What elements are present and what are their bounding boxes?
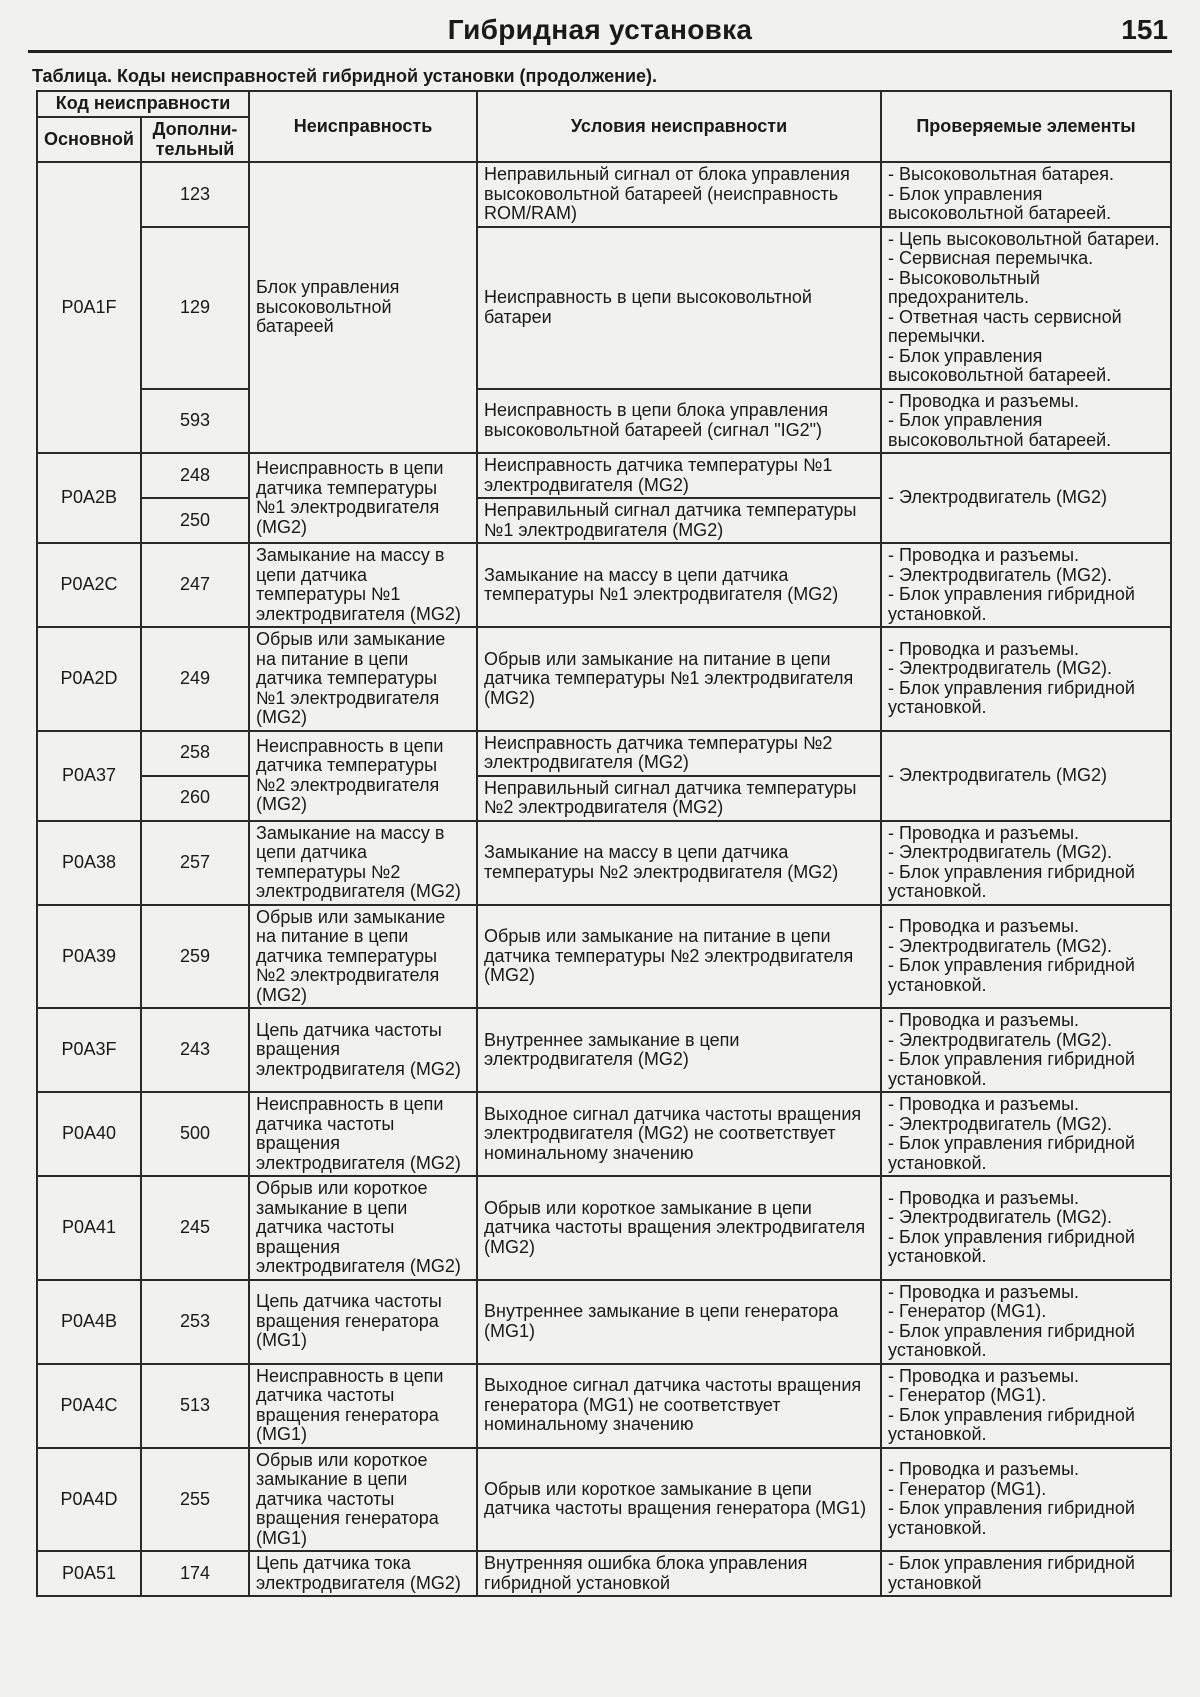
main-code-cell: P0A51 — [37, 1551, 141, 1596]
check-item: - Электродвигатель (MG2). — [888, 1113, 1113, 1134]
extra-code-cell: 593 — [141, 389, 249, 454]
checks-cell — [881, 227, 1171, 389]
checks-cell — [881, 1008, 1171, 1092]
table-header — [37, 91, 1171, 162]
header-fault: Неисправность — [249, 91, 477, 162]
table-row — [37, 453, 1171, 498]
check-item: - Проводка и разъемы. — [888, 1187, 1080, 1208]
check-item: - Ответная часть сервисной перемычки. — [888, 306, 1122, 346]
page-header — [28, 12, 1172, 53]
check-item: - Блок управления гибридной установкой. — [888, 1226, 1135, 1267]
check-item: - Высоковольтная батарея. — [888, 164, 1114, 184]
checks-cell — [881, 905, 1171, 1009]
check-item: - Блок управления гибридной установкой. — [888, 677, 1135, 718]
fault-cell: Замыкание на массу в цепи датчика температуры №2 электродвигателя (MG2) — [249, 821, 477, 905]
main-code-cell: P0A41 — [37, 1176, 141, 1280]
check-item: - Проводка и разъемы. — [888, 1094, 1080, 1114]
header-conditions: Условия неисправности — [477, 91, 881, 162]
fault-cell: Блок управления высоковольтной батареей — [249, 162, 477, 453]
table-row — [37, 731, 1171, 776]
table-caption: Таблица. Коды неисправностей гибридной установки (продолжение). — [32, 66, 658, 86]
conditions-cell: Внутренняя ошибка блока управления гибридной установкой — [477, 1551, 881, 1596]
fault-cell: Неисправность в цепи датчика температуры №1 электродвигателя (MG2) — [249, 453, 477, 543]
check-item: - Блок управления высоковольтной батареей. — [888, 345, 1112, 385]
conditions-cell: Обрыв или короткое замыкание в цепи датчика частоты вращения электродвигателя (MG2) — [477, 1176, 881, 1280]
check-item: - Проводка и разъемы. — [888, 1281, 1080, 1302]
check-item: - Электродвигатель (MG2). — [888, 658, 1113, 679]
conditions-cell: Неисправность в цепи высоковольтной батареи — [477, 227, 881, 389]
fault-cell: Цепь датчика тока электродвигателя (MG2) — [249, 1551, 477, 1596]
checks-cell — [881, 162, 1171, 227]
main-code-cell: P0A2B — [37, 453, 141, 543]
fault-cell: Цепь датчика частоты вращения электродвигателя (MG2) — [249, 1008, 477, 1092]
conditions-cell: Неправильный сигнал от блока управления высоковольтной батареей (неисправность ROM/RAM) — [477, 162, 881, 227]
check-item: - Блок управления гибридной установкой. — [888, 1404, 1135, 1444]
table-row — [37, 1176, 1171, 1280]
checks-cell — [881, 627, 1171, 731]
fault-cell: Обрыв или короткое замыкание в цепи датчика частоты вращения генератора (MG1) — [249, 1448, 477, 1552]
check-item: - Проводка и разъемы. — [888, 1010, 1080, 1030]
fault-cell: Обрыв или замыкание на питание в цепи датчика температуры №2 электродвигателя (MG2) — [249, 905, 477, 1009]
check-item: - Генератор (MG1). — [888, 1385, 1047, 1405]
table-row — [37, 1280, 1171, 1364]
check-item: - Проводка и разъемы. — [888, 638, 1080, 659]
check-item: - Проводка и разъемы. — [888, 916, 1080, 937]
conditions-cell: Внутреннее замыкание в цепи генератора (MG1) — [477, 1280, 881, 1364]
checks-cell — [881, 1280, 1171, 1364]
conditions-cell: Неправильный сигнал датчика температуры №1 электродвигателя (MG2) — [477, 498, 881, 543]
table-row — [37, 543, 1171, 627]
table-row — [37, 1448, 1171, 1552]
conditions-cell: Неправильный сигнал датчика температуры №2 электродвигателя (MG2) — [477, 776, 881, 821]
table-row — [37, 389, 1171, 454]
check-item: - Цепь высоковольтной батареи. — [888, 228, 1160, 249]
conditions-cell: Замыкание на массу в цепи датчика температуры №1 электродвигателя (MG2) — [477, 543, 881, 627]
checks-cell — [881, 1092, 1171, 1176]
check-item: - Блок управления гибридной установкой. — [888, 1133, 1135, 1173]
checks-cell — [881, 1448, 1171, 1552]
check-item: - Генератор (MG1). — [888, 1301, 1047, 1321]
check-item: - Электродвигатель (MG2) — [888, 764, 1108, 785]
extra-code-cell: 247 — [141, 543, 249, 627]
check-item: - Блок управления гибридной установкой. — [888, 584, 1135, 624]
checks-cell — [881, 543, 1171, 627]
checks-cell — [881, 821, 1171, 905]
fault-cell: Замыкание на массу в цепи датчика температуры №1 электродвигателя (MG2) — [249, 543, 477, 627]
page-number: 151 — [1121, 14, 1168, 45]
check-item: - Электродвигатель (MG2). — [888, 1029, 1113, 1050]
fault-codes-table — [36, 90, 1172, 1597]
extra-code-cell: 243 — [141, 1008, 249, 1092]
check-item: - Проводка и разъемы. — [888, 390, 1080, 411]
conditions-cell: Обрыв или короткое замыкание в цепи датчика частоты вращения генератора (MG1) — [477, 1448, 881, 1552]
conditions-cell: Выходное сигнал датчика частоты вращения электродвигателя (MG2) не соответствует номинальному значению — [477, 1092, 881, 1176]
extra-code-cell: 513 — [141, 1364, 249, 1448]
main-code-cell: P0A40 — [37, 1092, 141, 1176]
main-code-cell: P0A39 — [37, 905, 141, 1009]
extra-code-cell: 249 — [141, 627, 249, 731]
checks-cell — [881, 389, 1171, 454]
main-code-cell: P0A38 — [37, 821, 141, 905]
table-row — [37, 1551, 1171, 1596]
checks-cell — [881, 1551, 1171, 1596]
check-item: - Блок управления гибридной установкой. — [888, 1320, 1135, 1360]
check-item: - Блок управления высоковольтной батареей. — [888, 183, 1112, 223]
extra-code-cell: 255 — [141, 1448, 249, 1552]
check-item: - Проводка и разъемы. — [888, 545, 1080, 565]
fault-cell: Обрыв или замыкание на питание в цепи датчика температуры №1 электродвигателя (MG2) — [249, 627, 477, 731]
table-body — [37, 162, 1171, 1596]
table-row — [37, 227, 1171, 389]
main-code-cell: P0A1F — [37, 162, 141, 453]
check-item: - Блок управления гибридной установкой. — [888, 1498, 1135, 1538]
extra-code-cell: 174 — [141, 1551, 249, 1596]
check-item: - Электродвигатель (MG2). — [888, 1207, 1113, 1228]
page-title: Гибридная установка — [447, 14, 753, 45]
check-item: - Электродвигатель (MG2) — [888, 487, 1108, 508]
table-row — [37, 627, 1171, 731]
fault-cell: Неисправность в цепи датчика температуры №2 электродвигателя (MG2) — [249, 731, 477, 821]
conditions-cell: Неисправность датчика температуры №1 электродвигателя (MG2) — [477, 453, 881, 498]
fault-cell: Цепь датчика частоты вращения генератора (MG1) — [249, 1280, 477, 1364]
conditions-cell: Замыкание на массу в цепи датчика температуры №2 электродвигателя (MG2) — [477, 821, 881, 905]
header-code-group: Код неисправности — [37, 91, 249, 117]
checks-cell — [881, 731, 1171, 821]
table-row — [37, 1092, 1171, 1176]
main-code-cell: P0A37 — [37, 731, 141, 821]
checks-cell — [881, 1176, 1171, 1280]
checks-cell — [881, 1364, 1171, 1448]
extra-code-cell: 250 — [141, 498, 249, 543]
table-row — [37, 1008, 1171, 1092]
check-item: - Генератор (MG1). — [888, 1478, 1047, 1499]
conditions-cell: Обрыв или замыкание на питание в цепи датчика температуры №2 электродвигателя (MG2) — [477, 905, 881, 1009]
extra-code-cell: 129 — [141, 227, 249, 389]
check-item: - Блок управления гибридной установкой. — [888, 861, 1135, 901]
check-item: - Сервисная перемычка. — [888, 248, 1094, 268]
table-row — [37, 821, 1171, 905]
check-item: - Проводка и разъемы. — [888, 1459, 1080, 1480]
fault-cell: Неисправность в цепи датчика частоты вращения генератора (MG1) — [249, 1364, 477, 1448]
main-code-cell: P0A2D — [37, 627, 141, 731]
extra-code-cell: 260 — [141, 776, 249, 821]
extra-code-cell: 253 — [141, 1280, 249, 1364]
header-checks: Проверяемые элементы — [881, 91, 1171, 162]
conditions-cell: Внутреннее замыкание в цепи электродвигателя (MG2) — [477, 1008, 881, 1092]
extra-code-cell: 259 — [141, 905, 249, 1009]
main-code-cell: P0A3F — [37, 1008, 141, 1092]
conditions-cell: Неисправность в цепи блока управления высоковольтной батареей (сигнал "IG2") — [477, 389, 881, 454]
header-main-code: Основной — [37, 117, 141, 162]
main-code-cell: P0A4B — [37, 1280, 141, 1364]
conditions-cell: Неисправность датчика температуры №2 электродвигателя (MG2) — [477, 731, 881, 776]
extra-code-cell: 248 — [141, 453, 249, 498]
check-item: - Блок управления гибридной установкой. — [888, 955, 1135, 995]
check-item: - Проводка и разъемы. — [888, 1365, 1080, 1386]
check-item: - Блок управления гибридной установкой. — [888, 1049, 1135, 1089]
extra-code-cell: 500 — [141, 1092, 249, 1176]
main-code-cell: P0A4C — [37, 1364, 141, 1448]
extra-code-cell: 245 — [141, 1176, 249, 1280]
check-item: - Электродвигатель (MG2). — [888, 564, 1113, 585]
extra-code-cell: 258 — [141, 731, 249, 776]
check-item: - Проводка и разъемы. — [888, 822, 1080, 843]
table-row — [37, 162, 1171, 227]
conditions-cell: Обрыв или замыкание на питание в цепи датчика температуры №1 электродвигателя (MG2) — [477, 627, 881, 731]
header-extra-code: Дополни-тельный — [141, 117, 249, 162]
fault-cell: Обрыв или короткое замыкание в цепи датчика частоты вращения электродвигателя (MG2) — [249, 1176, 477, 1280]
table-row — [37, 1364, 1171, 1448]
main-code-cell: P0A4D — [37, 1448, 141, 1552]
table-row — [37, 905, 1171, 1009]
fault-cell: Неисправность в цепи датчика частоты вращения электродвигателя (MG2) — [249, 1092, 477, 1176]
check-item: - Блок управления высоковольтной батареей. — [888, 410, 1112, 450]
check-item: - Высоковольтный предохранитель. — [888, 267, 1040, 307]
check-item: - Блок управления гибридной установкой — [888, 1553, 1135, 1593]
extra-code-cell: 257 — [141, 821, 249, 905]
checks-cell — [881, 453, 1171, 543]
conditions-cell: Выходное сигнал датчика частоты вращения генератора (MG1) не соответствует номинальному значению — [477, 1364, 881, 1448]
main-code-cell: P0A2C — [37, 543, 141, 627]
check-item: - Электродвигатель (MG2). — [888, 842, 1113, 862]
extra-code-cell: 123 — [141, 162, 249, 227]
check-item: - Электродвигатель (MG2). — [888, 935, 1113, 956]
